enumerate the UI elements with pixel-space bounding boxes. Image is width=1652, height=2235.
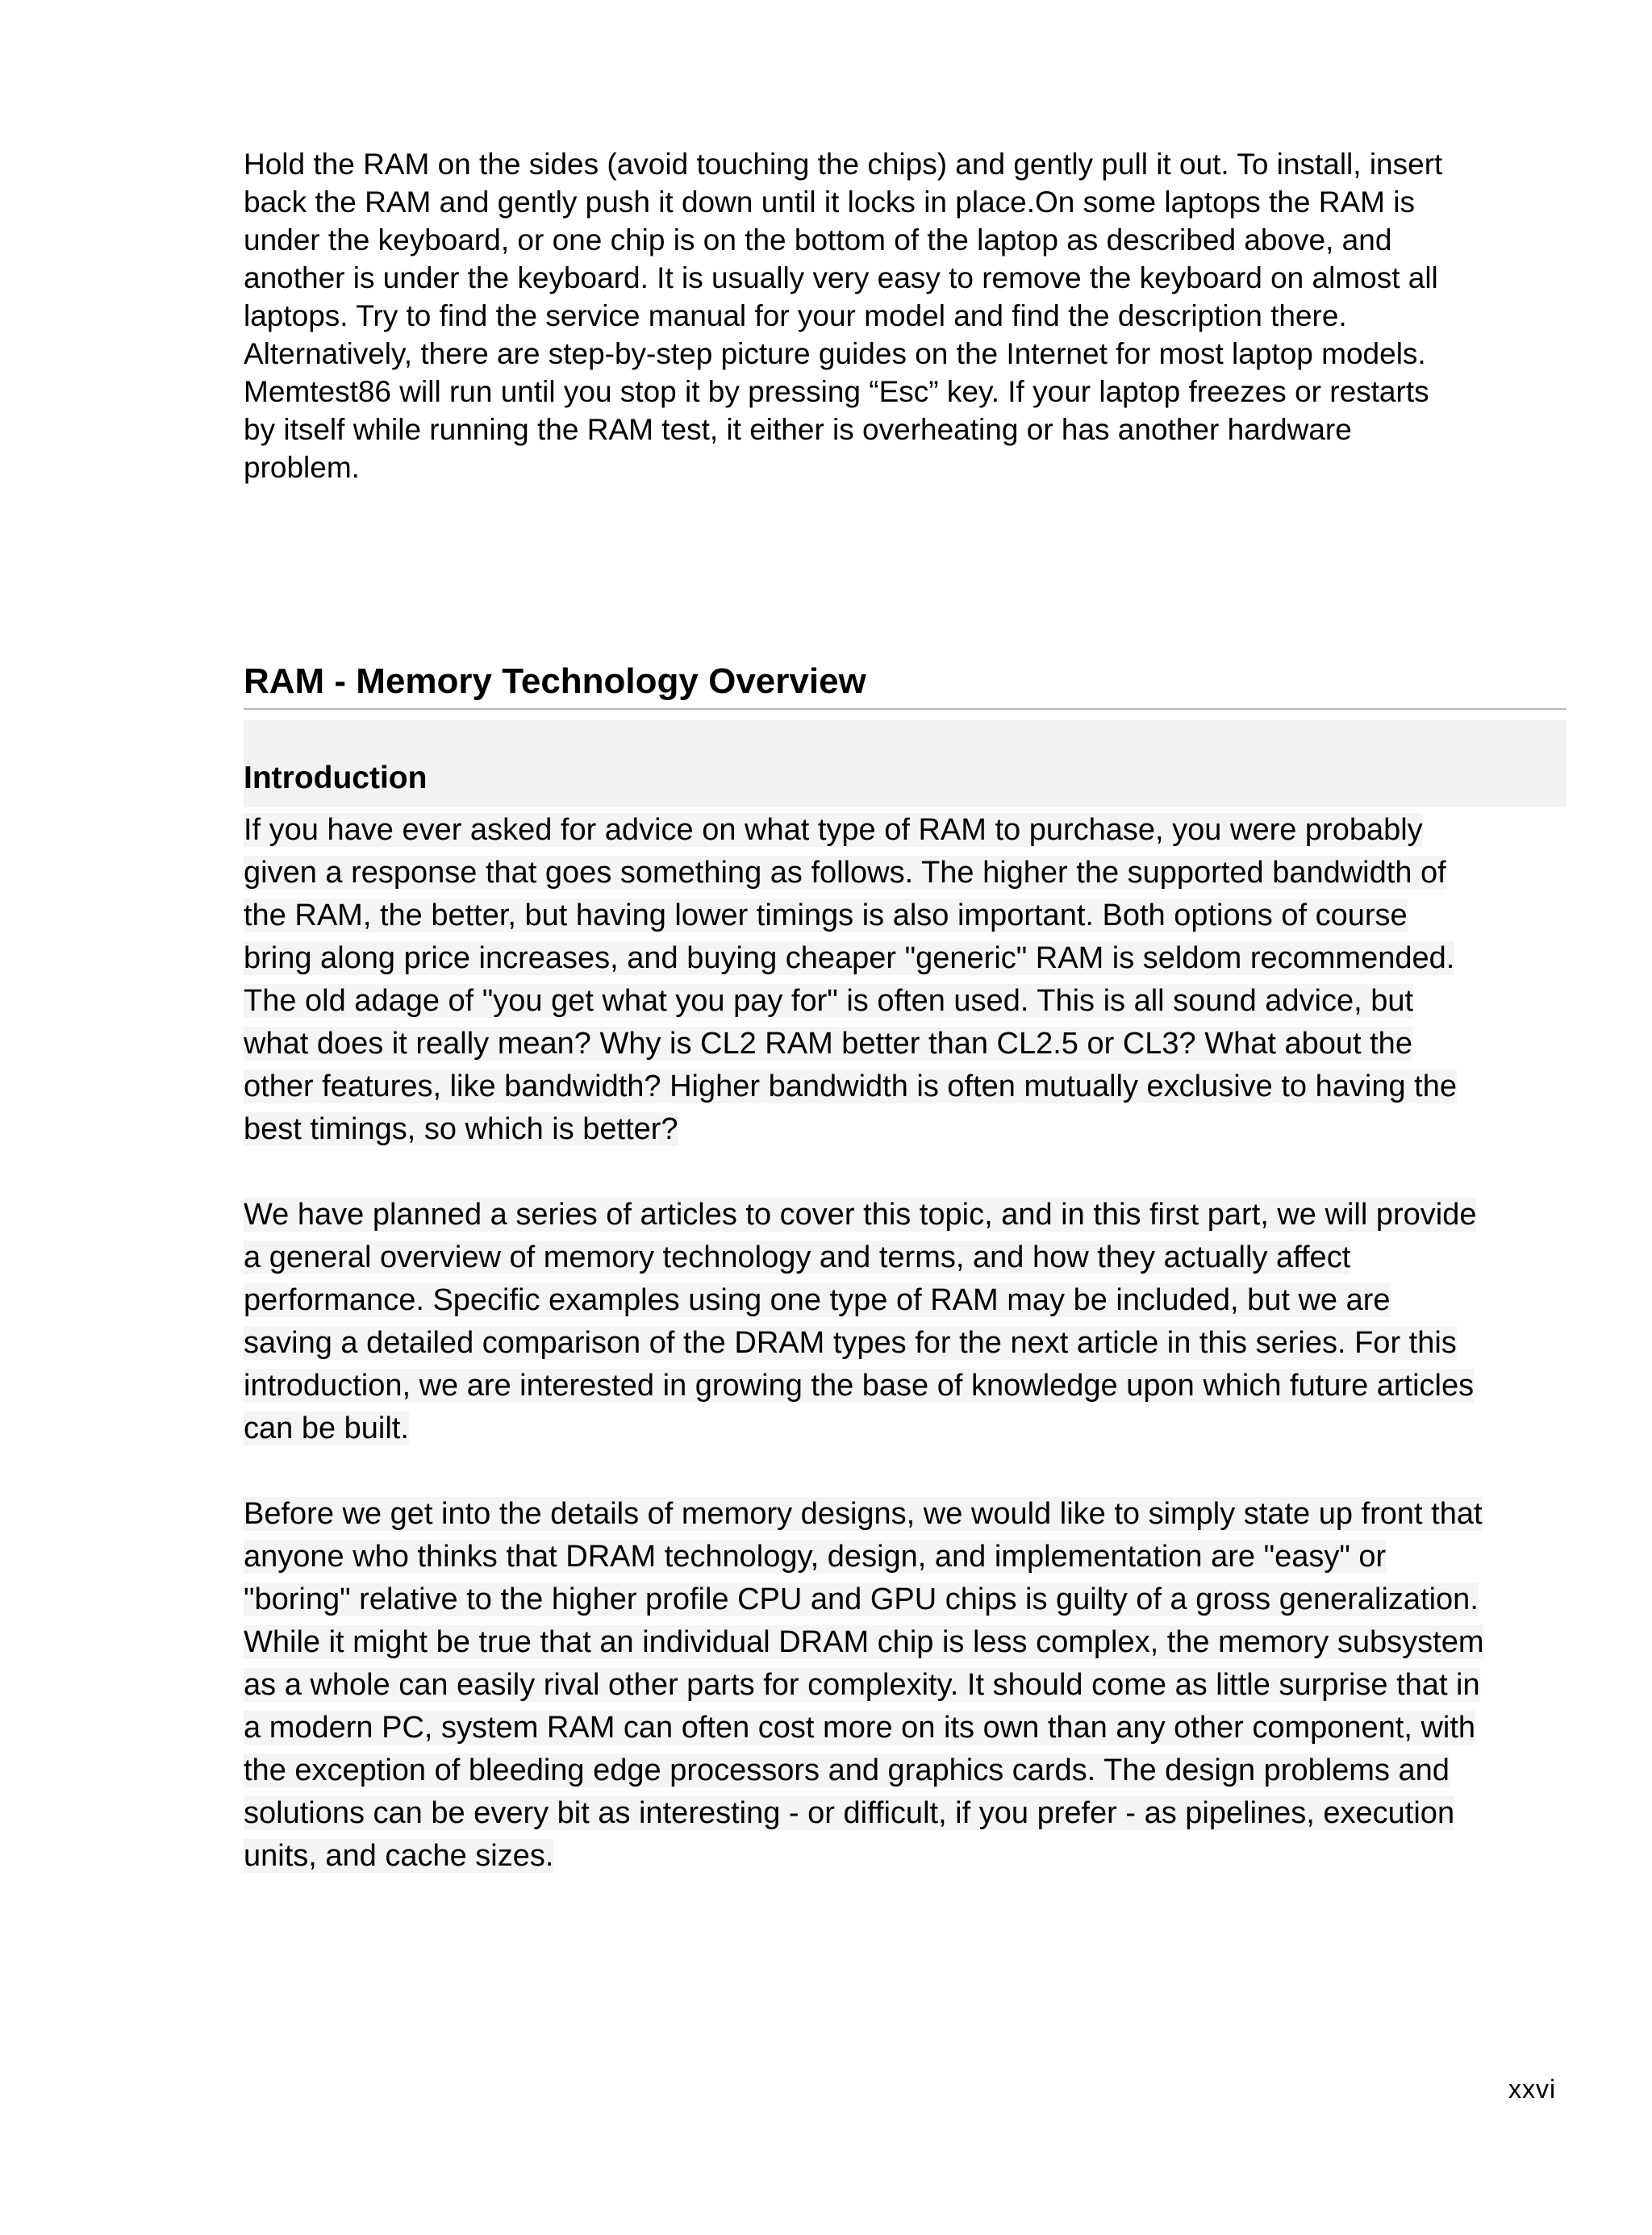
- text-line: what does it really mean? Why is CL2 RAM better than CL2.5 or CL3? What about the: [244, 1027, 1412, 1061]
- text-line: bring along price increases, and buying cheaper "generic" RAM is seldom recommended.: [244, 941, 1455, 975]
- text-line: performance. Specific examples using one type of RAM may be included, but we are: [244, 1283, 1391, 1317]
- body-paragraph-2: [244, 1194, 1566, 1450]
- text-line: the exception of bleeding edge processors and graphics cards. The design problems and: [244, 1753, 1450, 1787]
- subheading-background: [244, 720, 1566, 807]
- text-line: other features, like bandwidth? Higher bandwidth is often mutually exclusive to having the: [244, 1070, 1457, 1103]
- text-line: solutions can be every bit as interesting - or difficult, if you prefer - as pipelines, execution: [244, 1796, 1455, 1830]
- text-line: saving a detailed comparison of the DRAM types for the next article in this series. For this: [244, 1326, 1457, 1360]
- page-number: xxvi: [1508, 2074, 1557, 2104]
- text-line: given a response that goes something as follows. The higher the supported bandwidth of: [244, 856, 1446, 890]
- text-line: units, and cache sizes.: [244, 1839, 554, 1873]
- text-line: The old adage of "you get what you pay for" is often used. This is all sound advice, but: [244, 984, 1414, 1018]
- text-line: a general overview of memory technology and terms, and how they actually affect: [244, 1241, 1351, 1274]
- text-line: "boring" relative to the higher profile CPU and GPU chips is guilty of a gross generalization.: [244, 1582, 1479, 1616]
- text-line: another is under the keyboard. It is usually very easy to remove the keyboard on almost all: [244, 261, 1438, 294]
- text-line: anyone who thinks that DRAM technology, design, and implementation are "easy" or: [244, 1540, 1387, 1574]
- text-line: a modern PC, system RAM can often cost more on its own than any other component, with: [244, 1711, 1476, 1745]
- body-paragraph-1: [244, 809, 1566, 1151]
- text-line: best timings, so which is better?: [244, 1112, 678, 1146]
- body-paragraph-3: [244, 1493, 1566, 1878]
- text-line: We have planned a series of articles to cover this topic, and in this first part, we will provide: [244, 1198, 1477, 1232]
- text-line: under the keyboard, or one chip is on the bottom of the laptop as described above, and: [244, 223, 1392, 256]
- text-line: the RAM, the better, but having lower timings is also important. Both options of course: [244, 899, 1408, 932]
- text-line: If you have ever asked for advice on what type of RAM to purchase, you were probably: [244, 813, 1423, 847]
- text-line: can be built.: [244, 1411, 409, 1445]
- section-heading: RAM - Memory Technology Overview: [244, 661, 866, 701]
- top-paragraph: [244, 145, 1558, 486]
- text-line: While it might be true that an individual DRAM chip is less complex, the memory subsystem: [244, 1625, 1484, 1659]
- text-line: Memtest86 will run until you stop it by pressing “Esc” key. If your laptop freezes or restarts: [244, 375, 1429, 408]
- heading-divider: [244, 708, 1566, 710]
- text-line: Alternatively, there are step-by-step picture guides on the Internet for most laptop models.: [244, 337, 1426, 370]
- text-line: introduction, we are interested in growing the base of knowledge upon which future articles: [244, 1369, 1475, 1403]
- text-line: laptops. Try to find the service manual for your model and find the description there.: [244, 299, 1347, 332]
- text-line: by itself while running the RAM test, it either is overheating or has another hardware: [244, 413, 1352, 446]
- subheading: Introduction: [244, 761, 428, 795]
- text-line: Before we get into the details of memory designs, we would like to simply state up front that: [244, 1497, 1483, 1531]
- text-line: problem.: [244, 451, 360, 484]
- text-line: Hold the RAM on the sides (avoid touching the chips) and gently pull it out. To install, insert: [244, 148, 1443, 181]
- text-line: back the RAM and gently push it down until it locks in place.On some laptops the RAM is: [244, 186, 1415, 219]
- text-line: as a whole can easily rival other parts for complexity. It should come as little surprise that in: [244, 1668, 1480, 1702]
